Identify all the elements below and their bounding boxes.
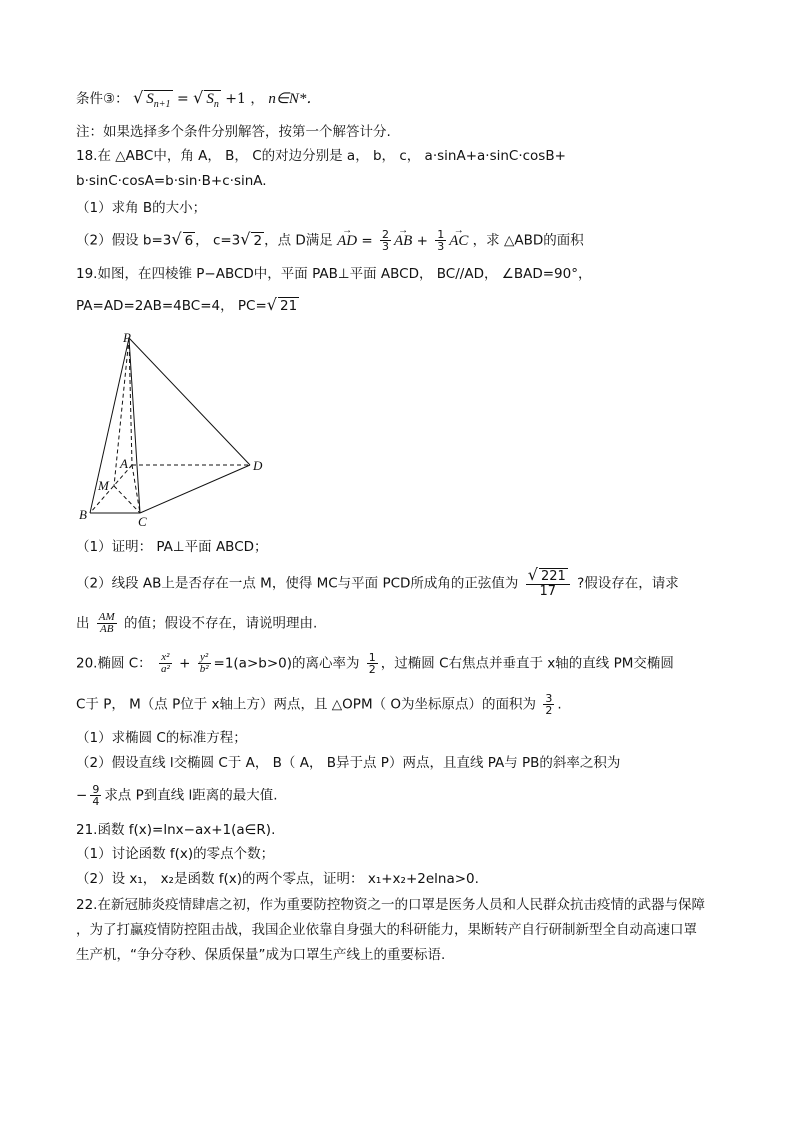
label-B: B (79, 507, 87, 522)
label-A: A (120, 456, 128, 471)
q18-stem-line2: b·sinC·cosA=b·sin·B+c·sinA. (76, 173, 267, 189)
q21-part2: （2）设 x₁， x₂是函数 f(x)的两个零点，证明： x₁+x₂+2elna>0. (76, 871, 479, 887)
edge-PB (90, 338, 129, 513)
q18-part2: （2）假设 b=3√ 6 ， c=3√ 2 ，点 D满足 → AD = $\frac{2}{3}$ → AB + $\frac{1}{3}$ → AC ，求 △ABD的面积 (76, 229, 584, 252)
q19-stem-line1: 19.如图，在四棱锥 P−ABCD中，平面 PAB⊥平面 ABCD， BC//AD， ∠BAD=90°， (76, 266, 592, 282)
q19-part2-cont: 出 $\frac{AM}{AB}$ 的值；假设不存在，请说明理由. (76, 611, 318, 635)
q19-part2: （2）线段 AB上是否存在一点 M，使得 MC与平面 PCD所成角的正弦值为 $\frac{√ 221}{17}$ ?假设存在，请求 (76, 565, 679, 599)
condition-3-formula: √ $S_{n+1}$ = √ $S_n +1$ (133, 88, 251, 110)
q20-part2-cont: − $\frac{9}{4}$ 求点 P到直线 l距离的最大值. (76, 783, 278, 808)
q18-stem-line1: 18.在 △ABC中，角 A， B， C的对边分别是 a， b， c， a·sinA+a·sinC·cosB+ (76, 148, 566, 164)
edge-CD (140, 465, 250, 513)
edge-AB (90, 465, 132, 513)
q19-stem-line2: PA=AD=2AB=4BC=4， PC=√ 21 (76, 295, 298, 314)
condition-3: 条件③： √ $S_{n+1}$ = √ $S_n +1$ ， n∈N*． (76, 88, 322, 110)
label-C: C (138, 514, 147, 529)
q22-line2: ，为了打赢疫情防控阻击战，我国企业依靠自身强大的科研能力，果断转产自行研制新型全自动高速口罩 (76, 922, 697, 938)
q20-part2: （2）假设直线 l交椭圆 C于 A， B（ A， B异于点 P）两点，且直线 PA与 PB的斜率之积为 (76, 755, 621, 771)
q22-line3: 生产机，“争分夺秒、保质保量”成为口罩生产线上的重要标语. (76, 947, 446, 963)
q21-stem: 21.函数 f(x)=lnx−ax+1(a∈R). (76, 822, 276, 838)
q20-part1: （1）求椭圆 C的标准方程； (76, 730, 247, 746)
note: 注：如果选择多个条件分别解答，按第一个解答计分. (76, 124, 391, 140)
vector-equation: → AD = $\frac{2}{3}$ → AB + $\frac{1}{3}$ → AC (337, 233, 473, 249)
q22-line1: 22.在新冠肺炎疫情肆虐之初，作为重要防控物资之一的口罩是医务人员和人民群众抗击疫情的武器与保障 (76, 897, 705, 913)
label-P: P (123, 330, 131, 345)
label-D: D (253, 458, 263, 473)
q18-part1: （1）求角 B的大小； (76, 200, 207, 216)
q21-part1: （1）讨论函数 f(x)的零点个数； (76, 846, 275, 862)
edge-MC (114, 486, 140, 513)
q20-stem-line2: C于 P， M（点 P位于 x轴上方）两点，且 △OPM（ O为坐标原点）的面积为 $\frac{3}{2}$ . (76, 692, 562, 717)
label-M: M (98, 478, 109, 493)
q19-part1: （1）证明： PA⊥平面 ABCD； (76, 539, 268, 555)
q20-stem-line1: 20.椭圆 C： $\frac{\text{x²}}{\text{a²}}$ + $\frac{\text{y²}}{\text{b²}}$ =1(a>b>0)的离心率为 $\frac{1}{2}$ ，过椭圆 C右焦点并垂直于 x轴的直线 PM交椭圆 (76, 651, 674, 676)
edge-PD (129, 338, 250, 465)
pyramid-figure (74, 330, 274, 530)
